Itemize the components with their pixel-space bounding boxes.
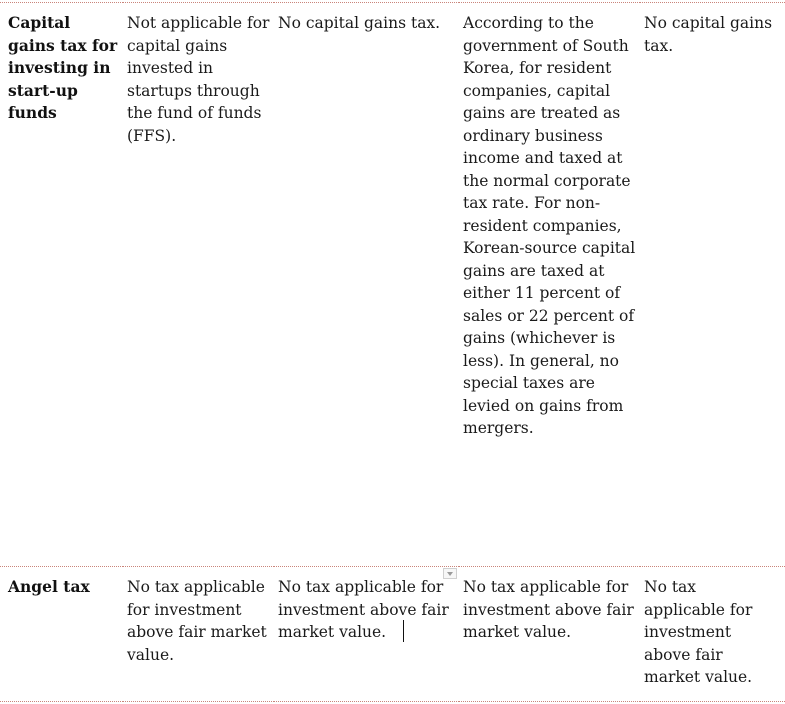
table-row: [0, 567, 785, 702]
table-cell[interactable]: No tax applicable for investment above fair market value.: [278, 578, 449, 641]
table-cell[interactable]: No tax applicable for investment above fair market value.: [644, 578, 753, 686]
table-cell[interactable]: No capital gains tax.: [644, 14, 773, 55]
table-cell[interactable]: No tax applicable for investment above fair market value.: [463, 578, 634, 641]
comparison-table: [0, 2, 785, 702]
table-cell[interactable]: Not applicable for capital gains invested in startups through the fund of funds (FFS).: [127, 14, 270, 145]
row-header-angel-tax[interactable]: Angel tax: [8, 577, 90, 596]
text-caret: [403, 620, 404, 642]
table-cell[interactable]: No tax applicable for investment above fair market value.: [127, 578, 267, 664]
chevron-down-icon[interactable]: [443, 568, 457, 579]
table-row: [0, 3, 785, 567]
row-header-capital-gains-tax[interactable]: Capital gains tax for investing in start-up funds: [8, 13, 118, 122]
table-cell[interactable]: According to the government of South Korea, for resident companies, capital gains are treated as ordinary business income and taxed at the normal corporate tax rate. For non-resident companies, Korean-source capital gains are taxed at either 11 percent of sales or 22 percent of gains (whichever is less). In general, no special taxes are levied on gains from mergers.: [463, 14, 636, 437]
table-cell[interactable]: No capital gains tax.: [278, 14, 441, 32]
